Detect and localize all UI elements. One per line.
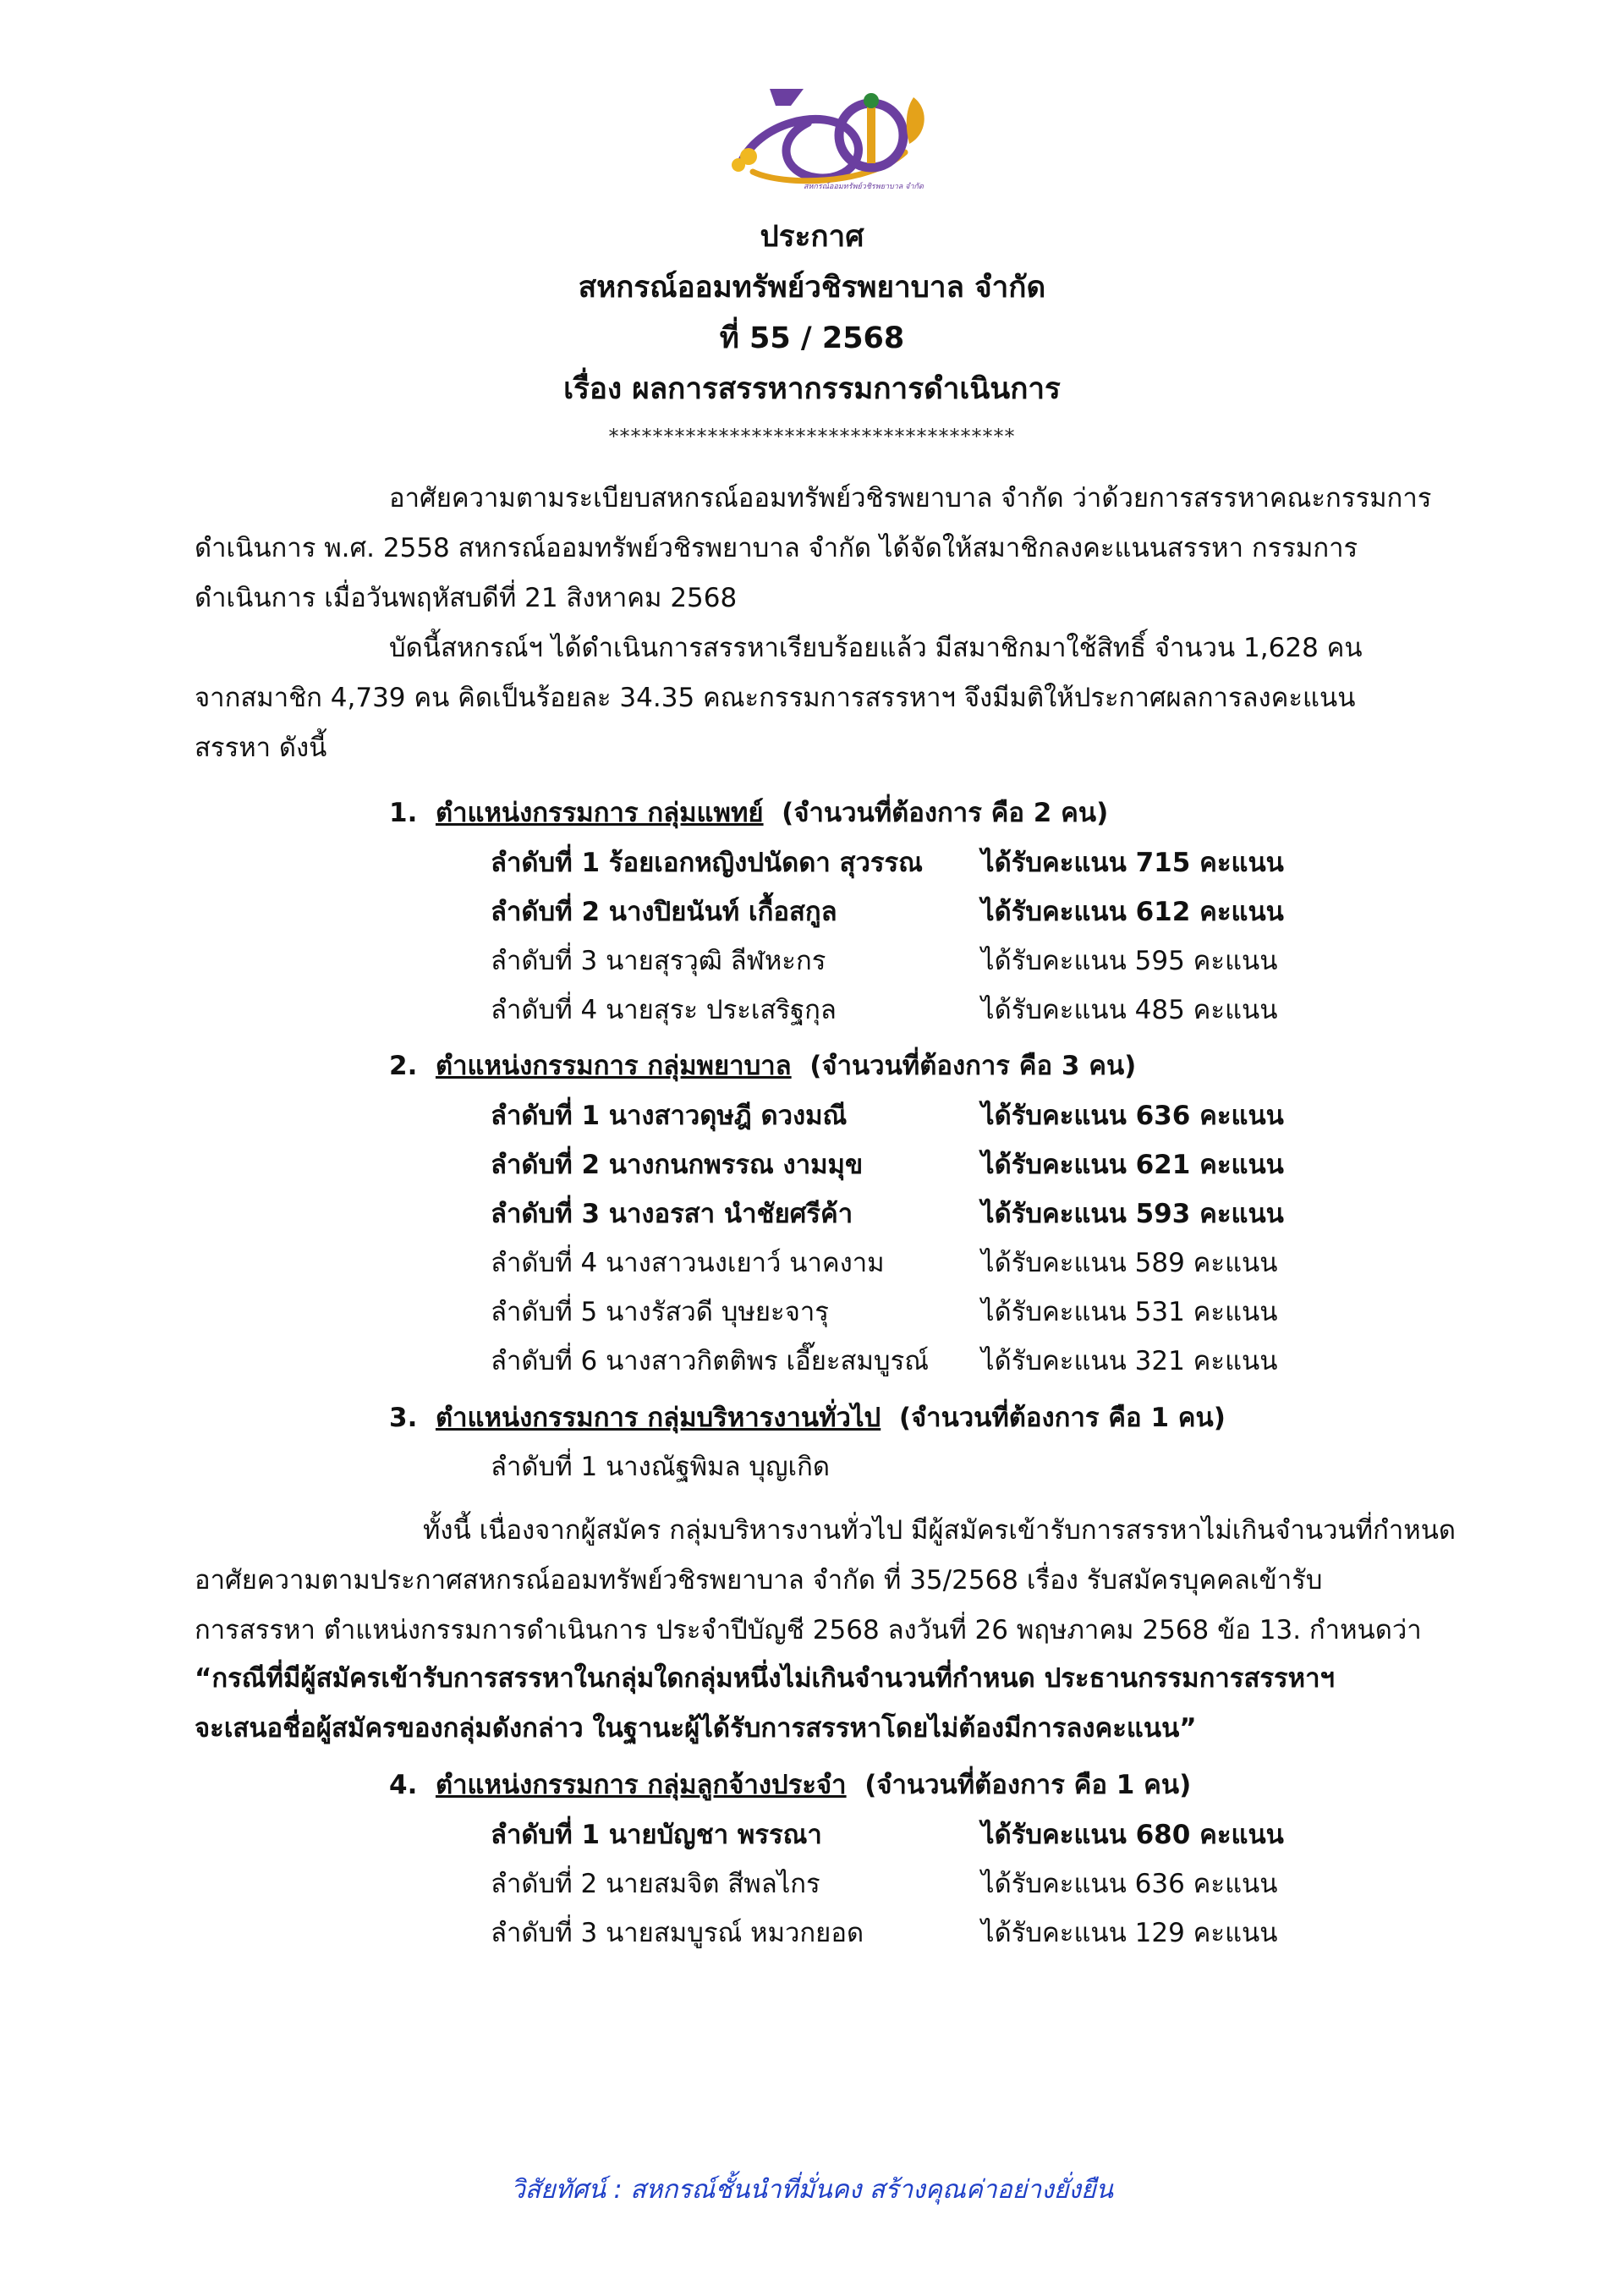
- section-number: 1.: [389, 798, 418, 828]
- section-title: ตำแหน่งกรรมการ กลุ่มลูกจ้างประจำ: [435, 1770, 847, 1800]
- section-heading: [389, 1396, 1226, 1438]
- doc-heading-org: สหกรณ์ออมทรัพย์วชิรพยาบาล จำกัด: [578, 271, 1046, 305]
- intro-line: ดำเนินการ เมื่อวันพฤหัสบดีที่ 21 สิงหาคม 2568: [195, 583, 738, 613]
- logo-caption: สหกรณ์ออมทรัพย์วชิรพยาบาล จำกัด: [804, 183, 924, 191]
- section-heading: [389, 1044, 1136, 1086]
- candidate-score: ได้รับคะแนน 680 คะแนน: [981, 1820, 1284, 1850]
- doc-heading-announcement: ประกาศ: [760, 220, 864, 254]
- candidate-rank: ลำดับที่ 3 นางอรสา นำชัยศรีค้า: [491, 1199, 853, 1229]
- result-row: [491, 1094, 1284, 1136]
- candidate-rank: ลำดับที่ 6 นางสาวกิตติพร เอี๊ยะสมบูรณ์: [491, 1346, 929, 1376]
- candidate-score: ได้รับคะแนน 531 คะแนน: [981, 1297, 1278, 1327]
- section-heading: [389, 791, 1108, 833]
- note-line: อาศัยความตามประกาศสหกรณ์ออมทรัพย์วชิรพยาบาล จำกัด ที่ 35/2568 เรื่อง รับสมัครบุคคลเข้ารับ: [195, 1565, 1323, 1596]
- candidate-score: ได้รับคะแนน 621 คะแนน: [981, 1150, 1284, 1180]
- intro-line: อาศัยความตามระเบียบสหกรณ์ออมทรัพย์วชิรพยาบาล จำกัด ว่าด้วยการสรรหาคณะกรรมการ: [389, 483, 1432, 514]
- note-paragraph: [195, 1506, 1480, 1656]
- section-needed: (จำนวนที่ต้องการ คือ 3 คน): [809, 1051, 1137, 1081]
- section-number: 3.: [389, 1403, 418, 1433]
- candidate-rank: ลำดับที่ 4 นางสาวนงเยาว์ นาคงาม: [491, 1248, 885, 1278]
- candidate-rank: ลำดับที่ 2 นายสมจิต สีพลไกร: [491, 1869, 820, 1899]
- candidate-score: ได้รับคะแนน 636 คะแนน: [981, 1869, 1278, 1899]
- result-row: [491, 1192, 1284, 1234]
- cooperative-50th-logo: [723, 72, 943, 195]
- candidate-score: ได้รับคะแนน 593 คะแนน: [981, 1199, 1284, 1229]
- section-heading: [389, 1763, 1191, 1805]
- candidate-rank: ลำดับที่ 2 นางปิยนันท์ เกื้อสกูล: [491, 897, 837, 927]
- note-line: ทั้งนี้ เนื่องจากผู้สมัคร กลุ่มบริหารงานทั่วไป มีผู้สมัครเข้ารับการสรรหาไม่เกินจำนวนที่กำหนด: [423, 1515, 1457, 1546]
- separator-stars: *************************************: [608, 425, 1016, 448]
- candidate-rank: ลำดับที่ 1 นายบัญชา พรรณา: [491, 1820, 822, 1850]
- candidate-rank: ลำดับที่ 3 นายสมบูรณ์ หมวกยอด: [491, 1918, 864, 1948]
- result-row: [491, 1339, 1278, 1381]
- candidate-score: ได้รับคะแนน 595 คะแนน: [981, 946, 1278, 976]
- doc-heading-number: ที่ 55 / 2568: [719, 321, 905, 355]
- result-row: [491, 1862, 1278, 1904]
- section-title: ตำแหน่งกรรมการ กลุ่มแพทย์: [435, 798, 764, 828]
- intro-line: ดำเนินการ พ.ศ. 2558 สหกรณ์ออมทรัพย์วชิรพยาบาล จำกัด ได้จัดให้สมาชิกลงคะแนนสรรหา กรรมการ: [195, 533, 1358, 563]
- candidate-rank: ลำดับที่ 4 นายสุระ ประเสริฐกุล: [491, 995, 837, 1025]
- section-title: ตำแหน่งกรรมการ กลุ่มบริหารงานทั่วไป: [435, 1403, 881, 1433]
- quote-line: “กรณีที่มีผู้สมัครเข้ารับการสรรหาในกลุ่มใดกลุ่มหนึ่งไม่เกินจำนวนที่กำหนด ประธานกรรมการสรรหาฯ: [195, 1663, 1335, 1694]
- result-row: [491, 1290, 1278, 1332]
- section-needed: (จำนวนที่ต้องการ คือ 1 คน): [898, 1403, 1226, 1433]
- candidate-score: ได้รับคะแนน 715 คะแนน: [981, 848, 1284, 878]
- candidate-score: ได้รับคะแนน 321 คะแนน: [981, 1346, 1278, 1376]
- section-needed: (จำนวนที่ต้องการ คือ 1 คน): [864, 1770, 1192, 1800]
- result-row: [491, 1143, 1284, 1185]
- result-row: [491, 1445, 830, 1487]
- candidate-rank: ลำดับที่ 3 นายสุรวุฒิ ลีฬหะกร: [491, 946, 826, 976]
- intro-line: บัดนี้สหกรณ์ฯ ได้ดำเนินการสรรหาเรียบร้อยแล้ว มีสมาชิกมาใช้สิทธิ์ จำนวน 1,628 คน: [389, 633, 1363, 663]
- candidate-score: ได้รับคะแนน 485 คะแนน: [981, 995, 1278, 1025]
- result-row: [491, 1911, 1278, 1953]
- vision-footer: วิสัยทัศน์ : สหกรณ์ชั้นนำที่มั่นคง สร้างคุณค่าอย่างยั่งยืน: [510, 2175, 1114, 2205]
- section-number: 4.: [389, 1770, 418, 1800]
- candidate-rank: ลำดับที่ 1 ร้อยเอกหญิงปนัดดา สุวรรณ: [491, 848, 923, 878]
- intro-line: สรรหา ดังนี้: [195, 733, 327, 763]
- quote-line: จะเสนอชื่อผู้สมัครของกลุ่มดังกล่าว ในฐานะผู้ได้รับการสรรหาโดยไม่ต้องมีการลงคะแนน”: [195, 1713, 1197, 1744]
- candidate-score: ได้รับคะแนน 636 คะแนน: [981, 1101, 1284, 1131]
- candidate-rank: ลำดับที่ 1 นางณัฐพิมล บุญเกิด: [491, 1452, 830, 1482]
- section-title: ตำแหน่งกรรมการ กลุ่มพยาบาล: [435, 1051, 792, 1081]
- candidate-score: ได้รับคะแนน 589 คะแนน: [981, 1248, 1278, 1278]
- doc-heading-subject: เรื่อง ผลการสรรหากรรมการดำเนินการ: [563, 372, 1061, 406]
- candidate-score: ได้รับคะแนน 612 คะแนน: [981, 897, 1284, 927]
- note-line: การสรรหา ตำแหน่งกรรมการดำเนินการ ประจำปีบัญชี 2568 ลงวันที่ 26 พฤษภาคม 2568 ข้อ 13. กำหนดว่า: [195, 1615, 1422, 1645]
- candidate-rank: ลำดับที่ 1 นางสาวดุษฎี ดวงมณี: [491, 1101, 848, 1131]
- intro-paragraph-1: [195, 474, 1480, 623]
- result-row: [491, 988, 1278, 1030]
- section-number: 2.: [389, 1051, 418, 1081]
- result-row: [491, 939, 1278, 981]
- result-row: [491, 841, 1284, 883]
- section-needed: (จำนวนที่ต้องการ คือ 2 คน): [782, 798, 1109, 828]
- candidate-rank: ลำดับที่ 2 นางกนกพรรณ งามมุข: [491, 1150, 864, 1180]
- result-row: [491, 890, 1284, 932]
- intro-line: จากสมาชิก 4,739 คน คิดเป็นร้อยละ 34.35 คณะกรรมการสรรหาฯ จึงมีมติให้ประกาศผลการลงคะแนน: [195, 683, 1356, 713]
- candidate-rank: ลำดับที่ 5 นางรัสวดี บุษยะจารุ: [491, 1297, 829, 1327]
- result-row: [491, 1241, 1278, 1283]
- intro-paragraph-2: [195, 623, 1480, 773]
- candidate-score: ได้รับคะแนน 129 คะแนน: [981, 1918, 1278, 1948]
- result-row: [491, 1813, 1284, 1855]
